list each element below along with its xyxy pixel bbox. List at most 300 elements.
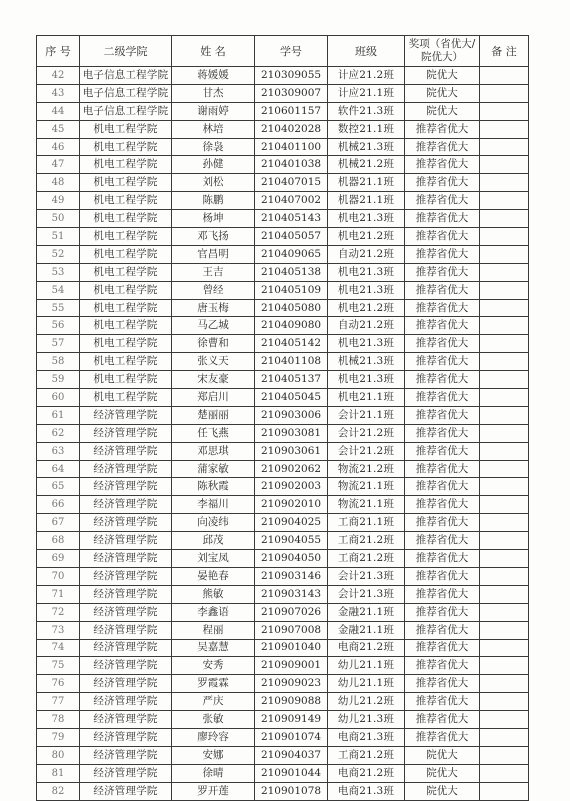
cell-remark: [480, 228, 529, 246]
cell-award: 推荐省优大: [405, 657, 480, 675]
cell-college: 经济管理学院: [80, 406, 172, 424]
cell-award: 推荐省优大: [405, 639, 480, 657]
cell-student-id: 210903146: [255, 567, 328, 585]
cell-college: 经济管理学院: [80, 675, 172, 693]
cell-class: 幼儿21.3班: [328, 711, 405, 729]
cell-college: 经济管理学院: [80, 782, 172, 800]
cell-no: 55: [37, 299, 80, 317]
cell-class: 会计21.1班: [328, 406, 405, 424]
cell-class: 电商21.3班: [328, 728, 405, 746]
cell-award: 推荐省优大: [405, 263, 480, 281]
header-remark: 备 注: [480, 36, 529, 67]
cell-name: 王吉: [172, 263, 255, 281]
cell-college: 经济管理学院: [80, 621, 172, 639]
cell-name: 邓飞扬: [172, 228, 255, 246]
cell-student-id: 210902010: [255, 496, 328, 514]
cell-remark: [480, 585, 529, 603]
cell-class: 机电21.3班: [328, 210, 405, 228]
cell-award: 推荐省优大: [405, 675, 480, 693]
cell-no: 54: [37, 281, 80, 299]
cell-remark: [480, 281, 529, 299]
cell-award: 院优大: [405, 84, 480, 102]
cell-student-id: 210902003: [255, 478, 328, 496]
cell-student-id: 210409065: [255, 245, 328, 263]
cell-class: 机电21.2班: [328, 228, 405, 246]
table-row: [37, 693, 529, 711]
cell-class: 计应21.1班: [328, 84, 405, 102]
cell-class: 幼儿21.1班: [328, 675, 405, 693]
table-row: [37, 281, 529, 299]
cell-class: 机器21.1班: [328, 174, 405, 192]
cell-remark: [480, 102, 529, 120]
cell-award: 院优大: [405, 764, 480, 782]
cell-award: 推荐省优大: [405, 281, 480, 299]
cell-award: 推荐省优大: [405, 174, 480, 192]
cell-student-id: 210901040: [255, 639, 328, 657]
cell-no: 63: [37, 442, 80, 460]
header-class: 班级: [328, 36, 405, 67]
cell-student-id: 210407015: [255, 174, 328, 192]
cell-college: 机电工程学院: [80, 138, 172, 156]
cell-no: 49: [37, 192, 80, 210]
table-row: [37, 585, 529, 603]
header-no: 序 号: [37, 36, 80, 67]
cell-award: 推荐省优大: [405, 621, 480, 639]
cell-name: 李福川: [172, 496, 255, 514]
cell-class: 机器21.1班: [328, 192, 405, 210]
cell-class: 机械21.2班: [328, 156, 405, 174]
table-row: [37, 514, 529, 532]
cell-college: 机电工程学院: [80, 263, 172, 281]
cell-no: 60: [37, 389, 80, 407]
cell-remark: [480, 245, 529, 263]
cell-remark: [480, 478, 529, 496]
cell-college: 经济管理学院: [80, 603, 172, 621]
cell-class: 工商21.1班: [328, 514, 405, 532]
cell-student-id: 210401100: [255, 138, 328, 156]
cell-name: 蒋媛媛: [172, 67, 255, 85]
table-row: [37, 478, 529, 496]
cell-college: 机电工程学院: [80, 120, 172, 138]
table-row: [37, 174, 529, 192]
table-row: [37, 496, 529, 514]
cell-student-id: 210907026: [255, 603, 328, 621]
cell-no: 50: [37, 210, 80, 228]
cell-remark: [480, 746, 529, 764]
table-row: [37, 746, 529, 764]
cell-student-id: 210405057: [255, 228, 328, 246]
cell-name: 邓思琪: [172, 442, 255, 460]
table-row: [37, 621, 529, 639]
cell-college: 经济管理学院: [80, 728, 172, 746]
cell-college: 经济管理学院: [80, 442, 172, 460]
cell-class: 电商21.3班: [328, 782, 405, 800]
cell-college: 机电工程学院: [80, 281, 172, 299]
cell-student-id: 210904050: [255, 550, 328, 568]
cell-award: 院优大: [405, 67, 480, 85]
cell-student-id: 210903006: [255, 406, 328, 424]
cell-student-id: 210909023: [255, 675, 328, 693]
cell-award: 推荐省优大: [405, 585, 480, 603]
cell-no: 67: [37, 514, 80, 532]
cell-name: 熊敏: [172, 585, 255, 603]
cell-college: 机电工程学院: [80, 389, 172, 407]
cell-no: 61: [37, 406, 80, 424]
cell-college: 机电工程学院: [80, 210, 172, 228]
cell-name: 张敏: [172, 711, 255, 729]
cell-no: 51: [37, 228, 80, 246]
table-row: [37, 210, 529, 228]
cell-student-id: 210901044: [255, 764, 328, 782]
cell-class: 机械21.3班: [328, 353, 405, 371]
cell-name: 郑启川: [172, 389, 255, 407]
table-row: [37, 728, 529, 746]
cell-no: 80: [37, 746, 80, 764]
cell-remark: [480, 639, 529, 657]
cell-student-id: 210309007: [255, 84, 328, 102]
cell-no: 70: [37, 567, 80, 585]
table-row: [37, 567, 529, 585]
cell-remark: [480, 371, 529, 389]
cell-remark: [480, 67, 529, 85]
cell-college: 经济管理学院: [80, 746, 172, 764]
cell-class: 机电21.3班: [328, 281, 405, 299]
table-row: [37, 424, 529, 442]
cell-remark: [480, 567, 529, 585]
table-row: [37, 550, 529, 568]
table-row: [37, 657, 529, 675]
cell-remark: [480, 532, 529, 550]
cell-student-id: 210409080: [255, 317, 328, 335]
cell-no: 73: [37, 621, 80, 639]
cell-no: 53: [37, 263, 80, 281]
cell-name: 徐袅: [172, 138, 255, 156]
header-student-id: 学号: [255, 36, 328, 67]
cell-student-id: 210401108: [255, 353, 328, 371]
header-award: 奖项（省优大/院优大）: [405, 36, 480, 67]
cell-class: 计应21.2班: [328, 67, 405, 85]
cell-no: 62: [37, 424, 80, 442]
cell-college: 机电工程学院: [80, 299, 172, 317]
cell-award: 院优大: [405, 782, 480, 800]
cell-no: 66: [37, 496, 80, 514]
table-row: [37, 192, 529, 210]
cell-award: 推荐省优大: [405, 514, 480, 532]
cell-college: 机电工程学院: [80, 371, 172, 389]
cell-award: 推荐省优大: [405, 389, 480, 407]
cell-name: 晏艳春: [172, 567, 255, 585]
cell-no: 58: [37, 353, 80, 371]
cell-class: 幼儿21.2班: [328, 693, 405, 711]
header-name: 姓 名: [172, 36, 255, 67]
cell-name: 甘杰: [172, 84, 255, 102]
cell-award: 推荐省优大: [405, 353, 480, 371]
cell-name: 刘宝凤: [172, 550, 255, 568]
cell-class: 会计21.2班: [328, 424, 405, 442]
cell-student-id: 210405138: [255, 263, 328, 281]
cell-class: 物流21.1班: [328, 496, 405, 514]
cell-award: 推荐省优大: [405, 406, 480, 424]
cell-name: 唐玉梅: [172, 299, 255, 317]
table-row: [37, 371, 529, 389]
table-row: [37, 460, 529, 478]
cell-no: 57: [37, 335, 80, 353]
cell-name: 宋友豪: [172, 371, 255, 389]
cell-class: 工商21.2班: [328, 550, 405, 568]
cell-college: 经济管理学院: [80, 496, 172, 514]
cell-college: 机电工程学院: [80, 317, 172, 335]
cell-name: 邱茂: [172, 532, 255, 550]
cell-award: 推荐省优大: [405, 210, 480, 228]
cell-name: 马乙城: [172, 317, 255, 335]
cell-college: 电子信息工程学院: [80, 67, 172, 85]
cell-student-id: 210904055: [255, 532, 328, 550]
cell-no: 74: [37, 639, 80, 657]
cell-remark: [480, 514, 529, 532]
cell-student-id: 210909088: [255, 693, 328, 711]
cell-class: 自动21.2班: [328, 317, 405, 335]
cell-name: 蒲家敏: [172, 460, 255, 478]
cell-remark: [480, 764, 529, 782]
cell-award: 推荐省优大: [405, 371, 480, 389]
cell-no: 78: [37, 711, 80, 729]
cell-college: 经济管理学院: [80, 639, 172, 657]
cell-student-id: 210903143: [255, 585, 328, 603]
table-row: [37, 317, 529, 335]
cell-student-id: 210904025: [255, 514, 328, 532]
cell-remark: [480, 263, 529, 281]
cell-remark: [480, 782, 529, 800]
table-row: [37, 299, 529, 317]
cell-name: 林培: [172, 120, 255, 138]
table-row: [37, 120, 529, 138]
cell-remark: [480, 299, 529, 317]
cell-name: 廖玲容: [172, 728, 255, 746]
cell-remark: [480, 84, 529, 102]
cell-remark: [480, 389, 529, 407]
cell-award: 推荐省优大: [405, 335, 480, 353]
cell-college: 经济管理学院: [80, 550, 172, 568]
table-body: [37, 67, 529, 801]
cell-remark: [480, 657, 529, 675]
cell-name: 徐曹和: [172, 335, 255, 353]
cell-no: 81: [37, 764, 80, 782]
cell-college: 电子信息工程学院: [80, 84, 172, 102]
cell-student-id: 210601157: [255, 102, 328, 120]
cell-student-id: 210309055: [255, 67, 328, 85]
cell-college: 机电工程学院: [80, 156, 172, 174]
cell-name: 曾经: [172, 281, 255, 299]
cell-class: 会计21.3班: [328, 567, 405, 585]
cell-name: 严庆: [172, 693, 255, 711]
table-row: [37, 711, 529, 729]
cell-student-id: 210405080: [255, 299, 328, 317]
cell-class: 会计21.2班: [328, 442, 405, 460]
cell-college: 经济管理学院: [80, 424, 172, 442]
cell-class: 金融21.1班: [328, 603, 405, 621]
cell-remark: [480, 317, 529, 335]
cell-award: 推荐省优大: [405, 138, 480, 156]
table-row: [37, 532, 529, 550]
cell-student-id: 210405045: [255, 389, 328, 407]
cell-name: 安娜: [172, 746, 255, 764]
cell-name: 刘松: [172, 174, 255, 192]
cell-student-id: 210401038: [255, 156, 328, 174]
cell-award: 院优大: [405, 746, 480, 764]
cell-name: 吴嘉慧: [172, 639, 255, 657]
cell-award: 推荐省优大: [405, 496, 480, 514]
cell-college: 机电工程学院: [80, 335, 172, 353]
cell-remark: [480, 603, 529, 621]
cell-class: 机电21.3班: [328, 263, 405, 281]
cell-no: 47: [37, 156, 80, 174]
cell-remark: [480, 711, 529, 729]
cell-student-id: 210907008: [255, 621, 328, 639]
award-list-sheet: [36, 35, 529, 801]
cell-no: 45: [37, 120, 80, 138]
cell-class: 自动21.2班: [328, 245, 405, 263]
cell-no: 79: [37, 728, 80, 746]
cell-no: 72: [37, 603, 80, 621]
cell-student-id: 210407002: [255, 192, 328, 210]
cell-name: 程丽: [172, 621, 255, 639]
table-row: [37, 764, 529, 782]
cell-class: 金融21.1班: [328, 621, 405, 639]
cell-award: 推荐省优大: [405, 245, 480, 263]
cell-no: 43: [37, 84, 80, 102]
cell-award: 推荐省优大: [405, 228, 480, 246]
cell-college: 经济管理学院: [80, 585, 172, 603]
cell-no: 64: [37, 460, 80, 478]
cell-no: 77: [37, 693, 80, 711]
table-row: [37, 675, 529, 693]
cell-name: 陈秋霞: [172, 478, 255, 496]
cell-no: 76: [37, 675, 80, 693]
cell-class: 物流21.2班: [328, 460, 405, 478]
table-row: [37, 335, 529, 353]
cell-name: 杨坤: [172, 210, 255, 228]
cell-student-id: 210904037: [255, 746, 328, 764]
cell-class: 机电21.1班: [328, 389, 405, 407]
cell-class: 工商21.2班: [328, 746, 405, 764]
cell-award: 推荐省优大: [405, 567, 480, 585]
table-row: [37, 156, 529, 174]
cell-name: 罗开莲: [172, 782, 255, 800]
cell-name: 李鑫语: [172, 603, 255, 621]
cell-no: 65: [37, 478, 80, 496]
cell-award: 推荐省优大: [405, 299, 480, 317]
cell-class: 数控21.1班: [328, 120, 405, 138]
table-row: [37, 389, 529, 407]
cell-name: 安秀: [172, 657, 255, 675]
cell-student-id: 210405137: [255, 371, 328, 389]
cell-name: 楚丽丽: [172, 406, 255, 424]
cell-award: 推荐省优大: [405, 442, 480, 460]
cell-no: 46: [37, 138, 80, 156]
cell-student-id: 210901078: [255, 782, 328, 800]
cell-no: 68: [37, 532, 80, 550]
cell-no: 56: [37, 317, 80, 335]
table-row: [37, 67, 529, 85]
cell-no: 48: [37, 174, 80, 192]
cell-no: 69: [37, 550, 80, 568]
cell-no: 52: [37, 245, 80, 263]
table-row: [37, 138, 529, 156]
cell-award: 推荐省优大: [405, 728, 480, 746]
cell-name: 张义天: [172, 353, 255, 371]
cell-award: 推荐省优大: [405, 317, 480, 335]
cell-college: 经济管理学院: [80, 567, 172, 585]
cell-name: 谢雨婷: [172, 102, 255, 120]
cell-class: 机电21.2班: [328, 299, 405, 317]
cell-student-id: 210405142: [255, 335, 328, 353]
cell-student-id: 210903081: [255, 424, 328, 442]
cell-class: 会计21.3班: [328, 585, 405, 603]
cell-college: 经济管理学院: [80, 460, 172, 478]
cell-award: 推荐省优大: [405, 424, 480, 442]
cell-no: 59: [37, 371, 80, 389]
cell-student-id: 210903061: [255, 442, 328, 460]
table-row: [37, 353, 529, 371]
cell-award: 推荐省优大: [405, 460, 480, 478]
cell-class: 机电21.3班: [328, 335, 405, 353]
cell-award: 推荐省优大: [405, 192, 480, 210]
cell-name: 官昌明: [172, 245, 255, 263]
cell-class: 机电21.3班: [328, 371, 405, 389]
cell-remark: [480, 460, 529, 478]
table-row: [37, 406, 529, 424]
cell-name: 罗霞霖: [172, 675, 255, 693]
cell-remark: [480, 174, 529, 192]
cell-remark: [480, 156, 529, 174]
cell-class: 电商21.2班: [328, 639, 405, 657]
cell-remark: [480, 550, 529, 568]
table-row: [37, 245, 529, 263]
cell-name: 任飞燕: [172, 424, 255, 442]
cell-college: 经济管理学院: [80, 764, 172, 782]
cell-award: 推荐省优大: [405, 550, 480, 568]
cell-remark: [480, 335, 529, 353]
cell-award: 推荐省优大: [405, 711, 480, 729]
cell-college: 机电工程学院: [80, 192, 172, 210]
cell-college: 经济管理学院: [80, 514, 172, 532]
table-row: [37, 102, 529, 120]
cell-remark: [480, 210, 529, 228]
cell-college: 经济管理学院: [80, 657, 172, 675]
cell-remark: [480, 192, 529, 210]
cell-name: 孙健: [172, 156, 255, 174]
cell-class: 软件21.3班: [328, 102, 405, 120]
cell-college: 机电工程学院: [80, 245, 172, 263]
cell-no: 82: [37, 782, 80, 800]
cell-remark: [480, 406, 529, 424]
cell-remark: [480, 353, 529, 371]
cell-no: 44: [37, 102, 80, 120]
cell-remark: [480, 728, 529, 746]
cell-college: 经济管理学院: [80, 478, 172, 496]
cell-class: 工商21.2班: [328, 532, 405, 550]
cell-remark: [480, 693, 529, 711]
cell-award: 推荐省优大: [405, 156, 480, 174]
award-table: [36, 35, 529, 801]
cell-remark: [480, 424, 529, 442]
cell-name: 徐晴: [172, 764, 255, 782]
cell-college: 电子信息工程学院: [80, 102, 172, 120]
table-row: [37, 782, 529, 800]
cell-remark: [480, 496, 529, 514]
cell-student-id: 210902062: [255, 460, 328, 478]
cell-class: 物流21.1班: [328, 478, 405, 496]
